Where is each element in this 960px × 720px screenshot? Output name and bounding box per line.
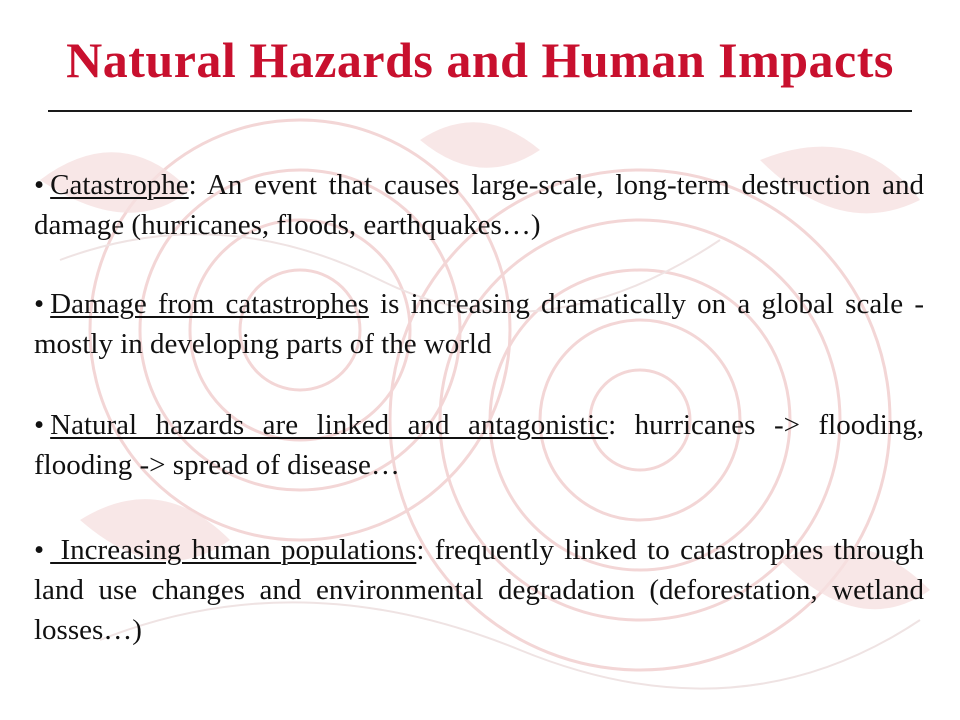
bullet-dot: • (34, 534, 45, 566)
bullet-human-populations (34, 530, 924, 650)
bullet-dot: • (34, 288, 45, 320)
bullet-text: is increasing dramatically on a global scale - mostly in developing parts of the world (34, 288, 924, 360)
bullet-text: : An event that causes large-scale, long-term destruction and damage (hurricanes, floods, earthquakes…) (34, 169, 924, 241)
bullet-term: Natural hazards are linked and antagonistic (50, 409, 609, 441)
bullet-linked-hazards (34, 405, 924, 485)
bullet-term: Catastrophe (50, 169, 189, 201)
bullet-catastrophe (34, 165, 924, 245)
bullet-text: : hurricanes -> flooding, flooding -> spread of disease… (34, 409, 924, 481)
bullet-term: Damage from catastrophes (50, 288, 369, 320)
bullet-text: : frequently linked to catastrophes through land use changes and environmental degradation (deforestation, wetland losses…) (34, 534, 924, 646)
bullet-dot: • (34, 409, 45, 441)
bullet-dot: • (34, 169, 45, 201)
title-divider (48, 110, 912, 112)
slide-title: Natural Hazards and Human Impacts (66, 32, 894, 88)
bullet-term: Increasing human populations (50, 534, 417, 566)
bullet-damage (34, 284, 924, 364)
